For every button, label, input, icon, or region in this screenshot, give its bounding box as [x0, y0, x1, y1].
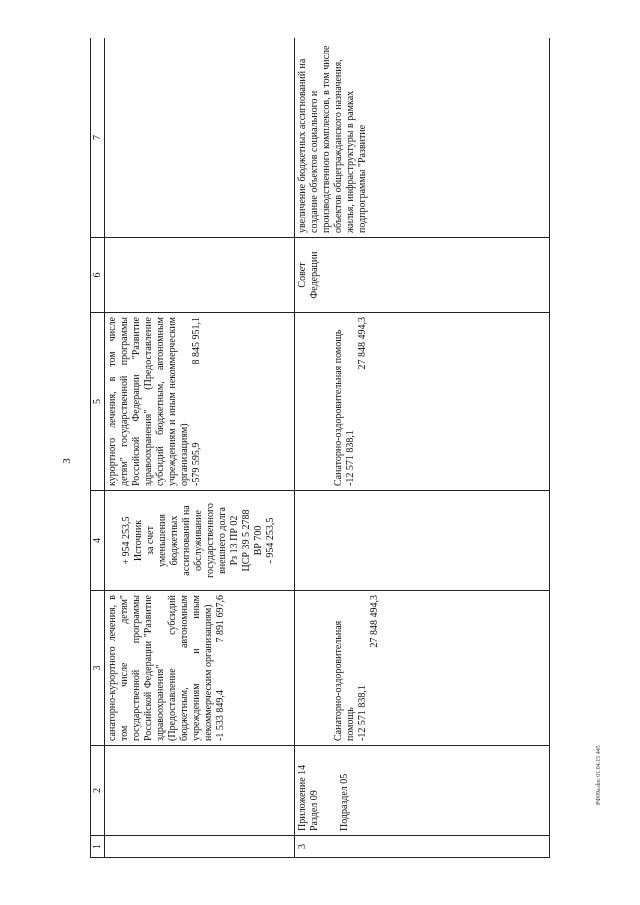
row2-col3-delta: -12 571 838,1	[357, 685, 368, 741]
rotated-page	[90, 38, 550, 858]
row2-col7-text: увеличение бюджетных ассигнований на создание объектов социального и производственного комплексов, в том числе объектов общегражданского назначения, жилья, инфраструктуры в рамках подпрограммы "Развитие	[297, 45, 368, 233]
row2-col3-cell	[295, 591, 550, 746]
col-header-3: 3	[91, 591, 105, 746]
row1-col4-line-10: Рз 13 ПР 02	[229, 515, 240, 566]
row2-col3-text: Санаторно-оздоровительная помощь	[333, 620, 356, 741]
footer-code: РФ09а.doc 01.04.15 445	[596, 745, 602, 805]
row2-col3-total: 27 848 494,3	[369, 595, 380, 648]
col-header-6: 6	[91, 238, 105, 313]
row1-col4-line-4: уменьшения	[157, 514, 168, 567]
row1-col4-line-7: обслуживание	[193, 510, 204, 571]
row2-col7-cell	[295, 38, 550, 238]
row1-col3-delta: -1 533 849,4	[215, 690, 226, 741]
row1-col5-cell	[105, 313, 295, 491]
table-row	[295, 38, 550, 858]
col-header-1: 1	[91, 836, 105, 858]
row1-col5-delta: -579 595,9	[191, 442, 202, 486]
col-header-5: 5	[91, 313, 105, 491]
row1-col4-line-6: ассигнований на	[181, 505, 192, 576]
row1-col4-line-9: внешнего долга	[217, 507, 228, 574]
row2-col5-text: Санаторно-оздоровительная помощь	[333, 329, 344, 486]
row2-col5-cell	[295, 313, 550, 491]
row1-col4-line-12: ВР 700	[253, 525, 264, 556]
row2-col5-total: 27 848 494,3	[357, 317, 368, 370]
row1-col4-line-3: за счет	[145, 526, 156, 555]
amendments-table	[90, 38, 550, 858]
header-row	[91, 38, 105, 858]
row2-col6-cell	[295, 238, 550, 313]
row2-col2-section: Раздел 09	[309, 790, 320, 831]
rotated-table-container	[90, 38, 550, 858]
table-row	[105, 38, 295, 858]
row1-col4-line-8: государственного	[205, 503, 216, 578]
col-header-7: 7	[91, 38, 105, 238]
row1-col4-line-5: бюджетных	[169, 515, 180, 566]
row2-number: 3	[295, 836, 550, 858]
row1-col5-text: курортного лечения, в том числе детям" государственной программы Российской Федерации "Развитие здравоохранения" (Предоставление субсидий бюджетным, автономным учреждениям и иным некоммерческим организациям)	[107, 317, 190, 486]
col-header-4: 4	[91, 491, 105, 591]
row1-col4-cell	[105, 491, 295, 591]
col-header-2: 2	[91, 746, 105, 836]
row1-col4-line-1: + 954 253,5	[121, 516, 132, 565]
row2-col5-delta: -12 571 838,1	[345, 430, 356, 486]
row1-col3-cell	[105, 591, 295, 746]
row2-col2-appendix: Приложение 14	[297, 764, 308, 831]
row1-col5-total: 8 845 951,1	[191, 317, 202, 365]
row2-col2-cell	[295, 746, 550, 836]
row2-col6-text: Совет Федерации	[297, 251, 320, 299]
row1-col4-line-2: Источник	[133, 519, 144, 562]
page-number: 3	[60, 458, 73, 464]
row1-col4-line-11: ЦСР 39 5 2788	[241, 509, 252, 572]
row1-col4-line-13: - 954 253,5	[265, 517, 276, 564]
row1-col3-total: 7 891 697,6	[215, 595, 226, 643]
row1-col3-text: санаторно-курортного лечения, в том числе детям" государственной программы Российской Федерации "Развитие здравоохранения" (Предоставление субсидий бюджетным, автономным учреждениям и иным некоммерческим организациям)	[107, 595, 214, 741]
row2-col2-subsection: Подраздел 05	[339, 773, 350, 831]
